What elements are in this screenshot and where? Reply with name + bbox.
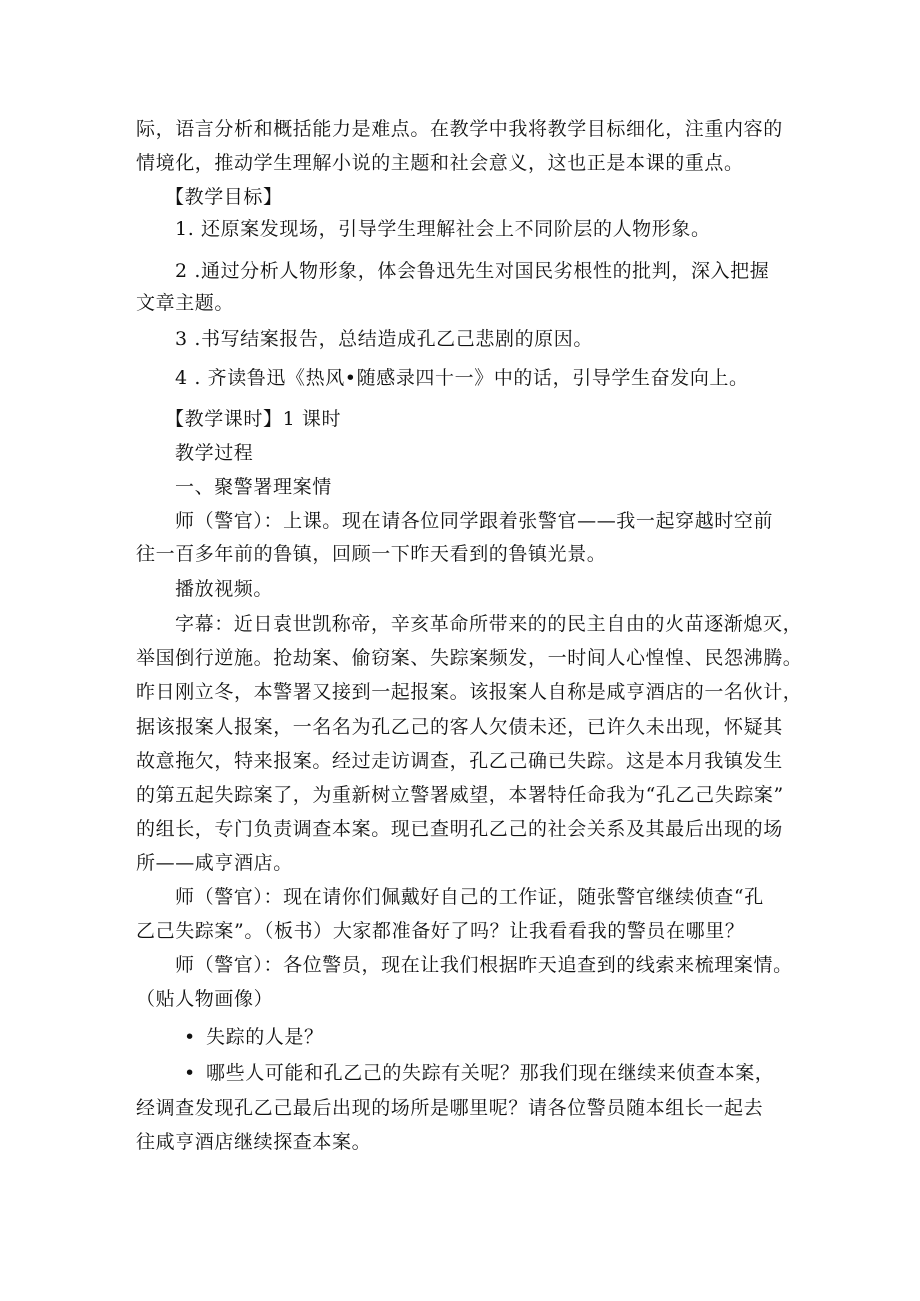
paragraph-line: 昨日刚立冬，本警署又接到一起报案。该报案人自称是咸亨酒店的一名伙计， — [136, 681, 803, 703]
paragraph-line: 师（警官）：现在请你们佩戴好自己的工作证，随张警官继续侦查“孔 — [175, 886, 764, 908]
paragraph-line: 所——咸亨酒店。 — [136, 852, 293, 874]
paragraph-line: 据该报案人报案，一名名为孔乙己的客人欠债未还，已许久未出现，怀疑其 — [136, 716, 783, 738]
objective-item: 4 . 齐读鲁迅《热风•随感录四十一》中的话，引导学生奋发向上。 — [175, 367, 749, 389]
objective-item: 2 .通过分析人物形象，体会鲁迅先生对国民劣根性的批判，深入把握 — [175, 260, 770, 282]
paragraph-line: 师（警官）：上课。现在请各位同学跟着张警官——我一起穿越时空前 — [175, 510, 774, 532]
list-item: 哪些人可能和孔乙己的失踪有关呢？那我们现在继续来侦查本案， — [206, 1062, 775, 1084]
paragraph-line: 乙己失踪案”。（板书）大家都准备好了吗？让我看看我的警员在哪里？ — [136, 920, 745, 942]
paragraph-line: 师（警官）：各位警员，现在让我们根据昨天追查到的线索来梳理案情。 — [175, 954, 793, 976]
paragraph-line: 举国倒行逆施。抢劫案、偷窃案、失踪案频发，一时间人心惶惶、民怨沸腾。 — [136, 647, 803, 669]
section-heading: 教学过程 — [175, 442, 254, 464]
section-heading: 【教学目标】 — [165, 186, 283, 208]
section-heading: 一、聚警署理案情 — [175, 476, 332, 498]
list-item: 失踪的人是？ — [206, 1026, 324, 1048]
paragraph-line: 往一百多年前的鲁镇，回顾一下昨天看到的鲁镇光景。 — [136, 543, 607, 565]
paragraph-line: 字幕：近日袁世凯称帝，辛亥革命所带来的的民主自由的火苗逐渐熄灭， — [175, 613, 803, 635]
paragraph-line: 播放视频。 — [175, 578, 274, 600]
paragraph-line: （贴人物画像） — [136, 988, 274, 1010]
paragraph-line: 经调查发现孔乙己最后出现的场所是哪里呢？请各位警员随本组长一起去 — [136, 1097, 764, 1119]
paragraph-line: 的第五起失踪案了，为重新树立警署威望，本署特任命我为“孔乙己失踪案” — [136, 784, 784, 806]
paragraph-line: 文章主题。 — [136, 292, 235, 314]
paragraph-line: 情境化，推动学生理解小说的主题和社会意义，这也正是本课的重点。 — [136, 152, 744, 174]
section-heading: 【教学课时】1 课时 — [165, 408, 342, 430]
paragraph-line: 往咸亨酒店继续探查本案。 — [136, 1131, 372, 1153]
paragraph-line: 故意拖欠，特来报案。经过走访调查，孔乙己确已失踪。这是本月我镇发生 — [136, 750, 783, 772]
objective-item: 3 .书写结案报告，总结造成孔乙己悲剧的原因。 — [175, 328, 593, 350]
paragraph-line: 的组长，专门负责调查本案。现已查明孔乙己的社会关系及其最后出现的场 — [136, 818, 783, 840]
objective-item: 1. 还原案发现场，引导学生理解社会上不同阶层的人物形象。 — [175, 218, 711, 240]
bullet-icon: • — [184, 1026, 196, 1048]
paragraph-line: 际，语言分析和概括能力是难点。在教学中我将教学目标细化，注重内容的 — [136, 118, 783, 140]
bullet-icon: • — [184, 1062, 196, 1084]
